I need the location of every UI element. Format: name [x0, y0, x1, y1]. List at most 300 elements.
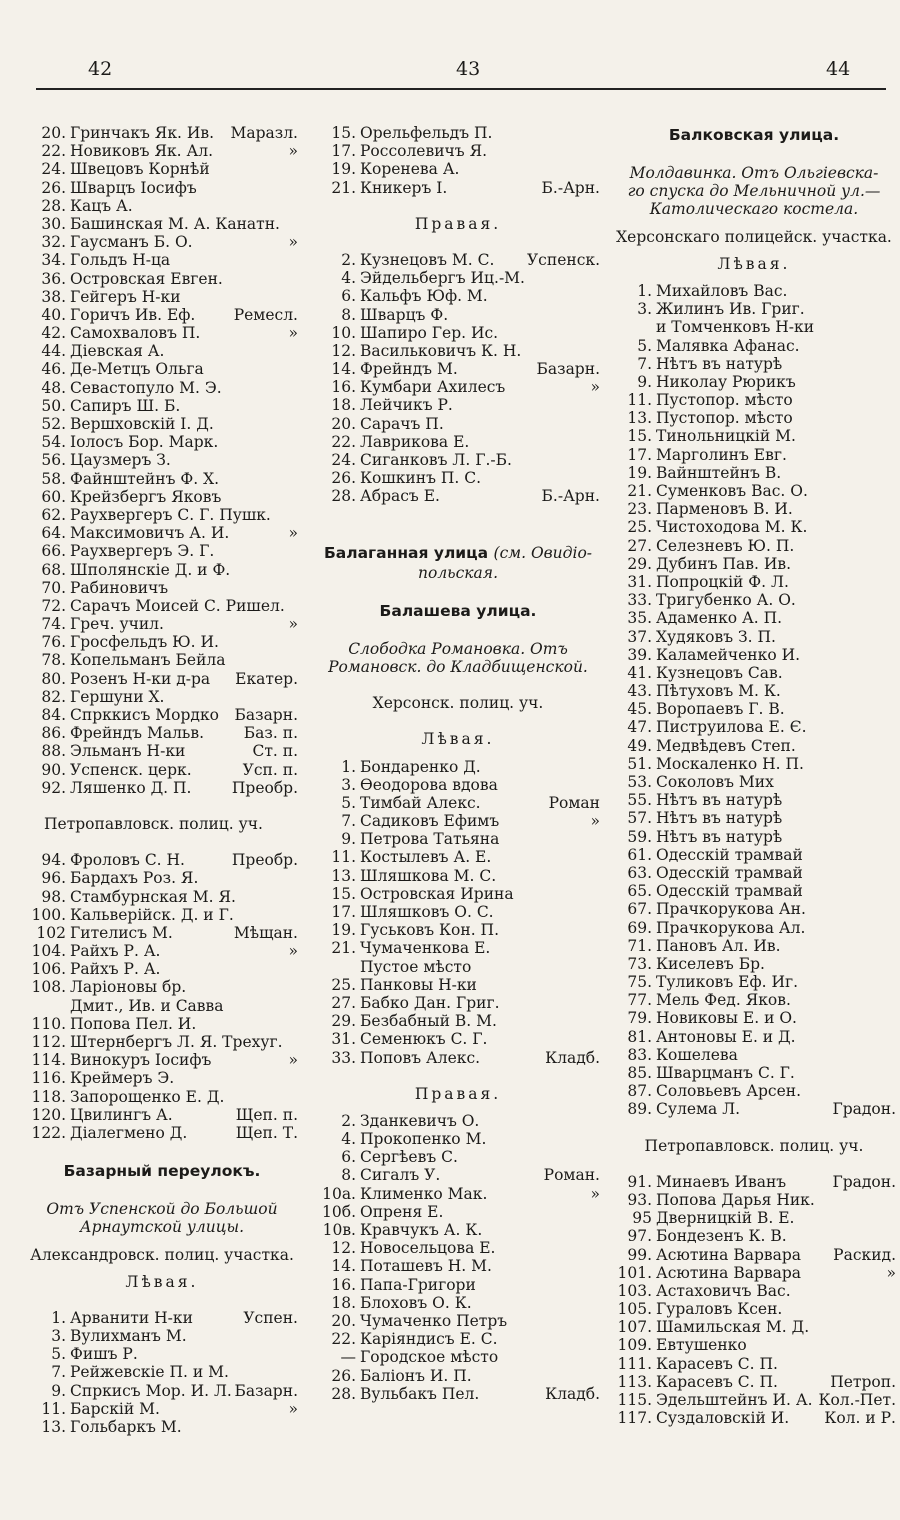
directory-entry [26, 1327, 298, 1345]
directory-entry [612, 755, 896, 773]
directory-entry [612, 1336, 896, 1354]
directory-entry [26, 742, 298, 760]
directory-entry [612, 955, 896, 973]
entry-district: » [288, 233, 298, 252]
directory-entry [316, 487, 600, 505]
entry-number: 104. [31, 942, 66, 961]
directory-entry [612, 1028, 896, 1046]
entry-name: Ларіоновы бр. [70, 978, 187, 997]
entry-name: Новиковъ Як. Ал. [70, 142, 214, 161]
entry-name: Одесскій трамвай [656, 845, 803, 864]
directory-entry [612, 1264, 896, 1282]
entry-name: Каламейченко И. [656, 645, 801, 664]
entry-name: Суздаловскій И. [656, 1409, 790, 1428]
entry-name: Креймеръ Э. [70, 1069, 175, 1088]
entry-name: Рейжевскіе П. и М. [70, 1363, 229, 1382]
street-name: Балаганная улица [323, 543, 489, 562]
entry-number: 15. [331, 884, 356, 903]
spacer [316, 524, 600, 542]
directory-entry [612, 1064, 896, 1082]
directory-entry [316, 1112, 600, 1130]
entry-number: 41. [627, 663, 652, 682]
directory-entry [316, 1385, 600, 1403]
entry-number: 26. [331, 1366, 356, 1385]
directory-entry [316, 812, 600, 830]
directory-entry [316, 1239, 600, 1257]
entry-number: 86. [41, 724, 66, 743]
directory-entry [26, 561, 298, 579]
entry-number: 10. [331, 323, 356, 342]
entry-district: Кол. и Р. [824, 1409, 896, 1428]
directory-entry [612, 937, 896, 955]
entry-name: Орельфельдъ П. [360, 124, 493, 142]
entry-number: 37. [627, 627, 652, 646]
entry-number: 49. [627, 736, 652, 755]
directory-entry [316, 1203, 600, 1221]
entry-name: Діевская А. [70, 342, 165, 361]
entry-name: Гольдъ Н-ца [70, 251, 171, 270]
entry-number: 56. [41, 451, 66, 470]
directory-entry [26, 1069, 298, 1087]
directory-entry [316, 251, 600, 269]
entry-name: Пустопор. мѣсто [656, 409, 793, 428]
entry-name: Прокопенко М. [360, 1130, 487, 1149]
spacer [26, 833, 298, 851]
directory-entry [26, 706, 298, 724]
spacer [316, 676, 600, 694]
directory-entry [612, 1282, 896, 1300]
directory-entry [316, 1348, 600, 1366]
entry-number: 91. [627, 1172, 652, 1191]
directory-entry [612, 300, 896, 318]
entry-number: 71. [627, 936, 652, 955]
directory-entry [612, 682, 896, 700]
spacer [316, 622, 600, 640]
entry-number: 24. [331, 451, 356, 469]
entry-name: Тинольницкій М. [656, 427, 796, 446]
entry-number: 76. [41, 633, 66, 652]
directory-entry [316, 776, 600, 794]
entry-name: Гураловъ Ксен. [656, 1300, 783, 1319]
entry-number: 30. [41, 214, 66, 233]
section-line: Арнаутской улицы. [79, 1218, 245, 1237]
street-heading [316, 600, 600, 622]
directory-entry [26, 1400, 298, 1418]
entry-number: 100. [31, 905, 66, 924]
directory-entry [316, 1148, 600, 1166]
entry-name: Шляшкова М. С. [360, 866, 497, 885]
entry-name: Шполянскіе Д. и Ф. [70, 560, 231, 579]
entry-name: Райхъ Р. А. [70, 960, 161, 979]
entry-district: Базарн. [234, 706, 298, 724]
entry-name: Одесскій трамвай [656, 882, 803, 901]
directory-entry [26, 124, 298, 142]
entry-number: 85. [627, 1064, 652, 1082]
entry-number: 6. [341, 1148, 356, 1167]
entry-number: 17. [331, 903, 356, 921]
entry-district: Роман. [543, 1166, 600, 1185]
entry-number: 45. [627, 700, 652, 719]
entry-number: 97. [627, 1227, 652, 1246]
directory-entry [612, 355, 896, 373]
section-line: Лѣвая. [717, 254, 791, 273]
directory-entry [26, 306, 298, 324]
spacer [612, 219, 896, 228]
directory-entry [612, 500, 896, 518]
entry-number: 42. [41, 324, 66, 343]
street-name: Базарный переулокъ. [63, 1162, 261, 1181]
entry-name: Винокуръ Іосифъ [70, 1051, 212, 1070]
entry-number: 114. [31, 1051, 66, 1070]
directory-entry [316, 994, 600, 1012]
entry-number: 82. [41, 687, 66, 706]
entry-number: 9. [637, 372, 652, 391]
entry-name: Абрасъ Е. [360, 487, 440, 506]
entry-name: Сиганковъ Л. Г.-Б. [360, 451, 512, 469]
entry-name: Сапиръ Ш. Б. [70, 396, 181, 415]
entry-district: Градон. [832, 1172, 896, 1191]
entry-name: Рабиновичъ [70, 578, 169, 597]
spacer [316, 582, 600, 600]
entry-number: 87. [627, 1082, 652, 1101]
entry-name: Шамильская М. Д. [656, 1318, 810, 1337]
directory-entry [26, 942, 298, 960]
directory-entry [316, 415, 600, 433]
entry-number: 105. [617, 1300, 652, 1319]
entry-number: 81. [627, 1027, 652, 1046]
entry-number: 29. [331, 1012, 356, 1031]
entry-number: 20. [331, 414, 356, 433]
spacer [612, 246, 896, 255]
column-2 [316, 124, 600, 1403]
directory-entry [26, 160, 298, 178]
entry-number: 120. [31, 1105, 66, 1124]
directory-entry [316, 903, 600, 921]
entry-number: 79. [627, 1009, 652, 1028]
entry-name: Кальверійск. Д. и Г. [70, 905, 234, 924]
entry-district: Кладб. [545, 1384, 600, 1403]
entry-name: Шварцманъ С. Г. [656, 1064, 795, 1082]
entry-number: 4. [341, 269, 356, 288]
entry-name: Пустопор. мѣсто [656, 391, 793, 410]
entry-name: Гейгеръ Н-ки [70, 287, 181, 306]
entry-number: 93. [627, 1190, 652, 1209]
entry-name: Эльманъ Н-ки [70, 742, 186, 761]
entry-number: 18. [331, 1293, 356, 1312]
directory-entry [26, 651, 298, 669]
entry-name: Пановъ Ал. Ив. [656, 936, 781, 955]
directory-entry [612, 791, 896, 809]
entry-name: Попова Дарья Ник. [656, 1190, 815, 1209]
entry-number: 16. [331, 1275, 356, 1294]
directory-entry [316, 451, 600, 469]
entry-name: и Томченковъ Н-ки [656, 318, 815, 337]
spacer [316, 197, 600, 215]
entry-name: Шварцъ Ф. [360, 305, 449, 324]
entry-name: Вайнштейнъ В. [656, 463, 782, 482]
directory-entry [26, 324, 298, 342]
entry-name: Райхъ Р. А. [70, 942, 161, 961]
entry-name: Адаменко А. П. [656, 609, 783, 628]
entry-number: 5. [341, 793, 356, 812]
entry-number: 26. [41, 178, 66, 197]
entry-district: Мѣщан. [233, 923, 298, 942]
directory-entry [26, 615, 298, 633]
entry-number: 83. [627, 1045, 652, 1064]
entry-district: » [288, 1051, 298, 1070]
entry-name: Ляшенко Д. П. [70, 778, 192, 797]
entry-number: 111. [617, 1354, 652, 1373]
section-line: Молдавинка. Отъ Ольгіевска- [629, 164, 879, 182]
entry-district: Преобр. [231, 851, 298, 870]
directory-entry [316, 885, 600, 903]
entry-number: 10б. [322, 1202, 356, 1221]
entry-district: Кладб. [545, 1048, 600, 1067]
entry-number: 110. [31, 1014, 66, 1033]
directory-entry [26, 342, 298, 360]
entry-number: 25. [627, 518, 652, 537]
entry-number: 11. [41, 1399, 66, 1418]
entry-number: 74. [41, 615, 66, 634]
entry-district: Преобр. [231, 778, 298, 797]
entry-name: Фишъ Р. [70, 1345, 138, 1364]
entry-name: Самохваловъ П. [70, 324, 201, 343]
entry-number: 28. [331, 487, 356, 506]
entry-name: Кникеръ І. [360, 178, 448, 197]
entry-name: Эдельштейнъ И. А. [656, 1391, 813, 1409]
directory-entry [26, 1051, 298, 1069]
directory-entry [316, 794, 600, 812]
entry-district: » [288, 615, 298, 634]
entry-district: » [288, 142, 298, 161]
entry-number: 3. [341, 775, 356, 794]
directory-entry [26, 997, 298, 1015]
directory-entry [26, 433, 298, 451]
entry-name: Малявка Афанас. [656, 336, 800, 355]
directory-entry [612, 919, 896, 937]
entry-number: 48. [41, 378, 66, 397]
directory-entry [26, 197, 298, 215]
column-3 [612, 124, 896, 1427]
directory-entry [26, 506, 298, 524]
section-line: Лѣвая. [125, 1272, 199, 1291]
entry-number: 94. [41, 851, 66, 870]
entry-name: Новиковы Е. и О. [656, 1009, 797, 1028]
street-name: Балашева улица. [379, 601, 537, 620]
directory-entry [26, 288, 298, 306]
entry-district: Роман [548, 793, 600, 812]
page-number-left: 42 [88, 58, 113, 80]
section-line: Правая. [414, 214, 502, 233]
entry-number: 21. [627, 482, 652, 500]
entry-number: 32. [41, 233, 66, 252]
entry-name: Семенюкъ С. Г. [360, 1030, 488, 1049]
directory-entry [316, 1294, 600, 1312]
entry-district: » [288, 942, 298, 961]
entry-number: 64. [41, 524, 66, 543]
entry-number: 15. [331, 124, 356, 142]
entry-district: Маразл. [230, 124, 298, 142]
directory-entry [316, 830, 600, 848]
entry-number: 89. [627, 1100, 652, 1119]
entry-name: Копельманъ Бейла [70, 651, 226, 670]
entry-district: » [590, 1184, 600, 1203]
entry-number: 84. [41, 706, 66, 724]
entry-number: 59. [627, 827, 652, 846]
entry-district: Раскид. [833, 1245, 896, 1264]
spacer [26, 1291, 298, 1309]
entry-number: 20. [331, 1311, 356, 1330]
column-1 [26, 124, 298, 1436]
directory-entry [612, 718, 896, 736]
entry-district: Баз. п. [243, 724, 298, 743]
directory-entry [316, 1257, 600, 1275]
spacer [316, 506, 600, 524]
entry-number: 19. [627, 463, 652, 482]
entry-number: 15. [627, 427, 652, 446]
entry-number: 27. [627, 536, 652, 555]
entry-name: Запорощенко Е. Д. [70, 1087, 225, 1106]
entry-number: 22. [41, 142, 66, 161]
directory-entry [26, 251, 298, 269]
entry-name: Мель Фед. Яков. [656, 991, 791, 1010]
entry-name: Каріяндисъ Е. С. [360, 1330, 498, 1349]
entry-name: Асютина Варвара [656, 1263, 802, 1282]
directory-entry [612, 1227, 896, 1245]
entry-name: Швецовъ Корнѣй [70, 160, 210, 179]
entry-number: 57. [627, 809, 652, 828]
directory-entry [26, 1033, 298, 1051]
entry-number: 68. [41, 560, 66, 579]
directory-entry [26, 906, 298, 924]
entry-name: Штернбергъ Л. Я. Трехуг. [70, 1033, 283, 1051]
section-line: Петропавловск. полиц. уч. [644, 1136, 864, 1155]
entry-number: 17. [331, 142, 356, 161]
spacer [316, 712, 600, 730]
directory-entry [26, 524, 298, 542]
street-name: Балковская улица. [668, 126, 840, 144]
entry-name: Суменковъ Вас. О. [656, 482, 808, 500]
entry-name: Вершховскій І. Д. [70, 415, 214, 433]
entry-name: Стамбурнская М. Я. [70, 887, 236, 906]
directory-entry [26, 1124, 298, 1142]
entry-name: Арванити Н-ки [70, 1308, 193, 1327]
directory-entry [612, 1209, 896, 1227]
directory-entry [612, 1355, 896, 1373]
entry-number: 33. [331, 1048, 356, 1067]
entry-district: Екатер. [235, 669, 298, 688]
entry-name: Барскій М. [70, 1399, 160, 1418]
entry-name: Марголинъ Евг. [656, 445, 787, 464]
directory-entry [612, 591, 896, 609]
entry-number: 12. [331, 1239, 356, 1258]
spacer [26, 1142, 298, 1160]
entry-number: 22. [331, 432, 356, 451]
directory-entry [612, 737, 896, 755]
entry-district: Б.-Арн. [541, 178, 600, 197]
directory-entry [612, 427, 896, 445]
entry-number: 14. [331, 1257, 356, 1276]
directory-entry [612, 1318, 896, 1336]
entry-number: 33. [627, 591, 652, 610]
entry-number: 102 [36, 923, 66, 942]
section-line: Отъ Успенской до Большой [46, 1200, 278, 1219]
directory-entry [26, 724, 298, 742]
entry-name: Опреня Е. [360, 1202, 444, 1221]
entry-number: 66. [41, 542, 66, 561]
directory-entry [612, 1082, 896, 1100]
entry-name: Нѣтъ въ натурѣ [656, 809, 783, 828]
directory-entry [316, 1049, 600, 1067]
entry-name: Шапиро Гер. Ис. [360, 323, 499, 342]
entry-name: Кошкинъ П. С. [360, 469, 482, 488]
entry-name: Розенъ Н-ки д-ра [70, 669, 211, 688]
entry-district: Ремесл. [233, 305, 298, 324]
street-heading [316, 542, 600, 564]
entry-number: 28. [41, 196, 66, 215]
entry-name: Асютина Варвара [656, 1245, 802, 1264]
entry-number: 44. [41, 342, 66, 361]
entry-name: Папа-Григори [360, 1275, 476, 1294]
entry-number: 52. [41, 415, 66, 433]
street-heading [612, 124, 896, 146]
entry-number: 24. [41, 160, 66, 179]
directory-entry [316, 124, 600, 142]
directory-entry [612, 446, 896, 464]
entry-number: 80. [41, 669, 66, 688]
entry-number: 77. [627, 991, 652, 1010]
entry-number: 58. [41, 469, 66, 488]
directory-entry [316, 848, 600, 866]
directory-entry [612, 628, 896, 646]
entry-name: Файнштейнъ Ф. Х. [70, 469, 220, 488]
entry-number: 23. [627, 500, 652, 519]
directory-entry [612, 846, 896, 864]
directory-entry [612, 1191, 896, 1209]
entry-name: Безбабный В. М. [360, 1012, 497, 1031]
entry-number: 40. [41, 305, 66, 324]
directory-entry [26, 761, 298, 779]
entry-name: Де-Метцъ Ольга [70, 360, 204, 379]
entry-number: 92. [41, 778, 66, 797]
entry-number: 4. [341, 1130, 356, 1149]
entry-name: Фрейндъ Мальв. [70, 724, 205, 743]
directory-entry [612, 555, 896, 573]
entry-name: Кошелева [656, 1045, 738, 1064]
directory-entry [316, 433, 600, 451]
directory-entry [26, 670, 298, 688]
entry-number: 28. [331, 1384, 356, 1403]
entry-number: 5. [51, 1345, 66, 1364]
entry-name: Вулихманъ М. [70, 1327, 187, 1346]
directory-entry [26, 233, 298, 251]
entry-name: Евтушенко [656, 1336, 747, 1355]
entry-name: Сулема Л. [656, 1100, 741, 1119]
entry-name: Гросфельдъ Ю. И. [70, 633, 219, 652]
entry-name: Поповъ Алекс. [360, 1048, 481, 1067]
entry-name: Соколовъ Мих [656, 773, 774, 791]
entry-number: 112. [31, 1033, 66, 1051]
entry-district: Щеп. п. [235, 1105, 298, 1124]
entry-name: Спркисъ Мор. И. Л. [70, 1381, 232, 1400]
directory-entry [612, 900, 896, 918]
entry-number: 19. [331, 160, 356, 179]
street-heading [26, 1160, 298, 1182]
entry-number: 62. [41, 505, 66, 524]
entry-name: Ѳеодорова вдова [360, 775, 498, 794]
directory-entry [316, 1030, 600, 1048]
spacer [612, 273, 896, 282]
